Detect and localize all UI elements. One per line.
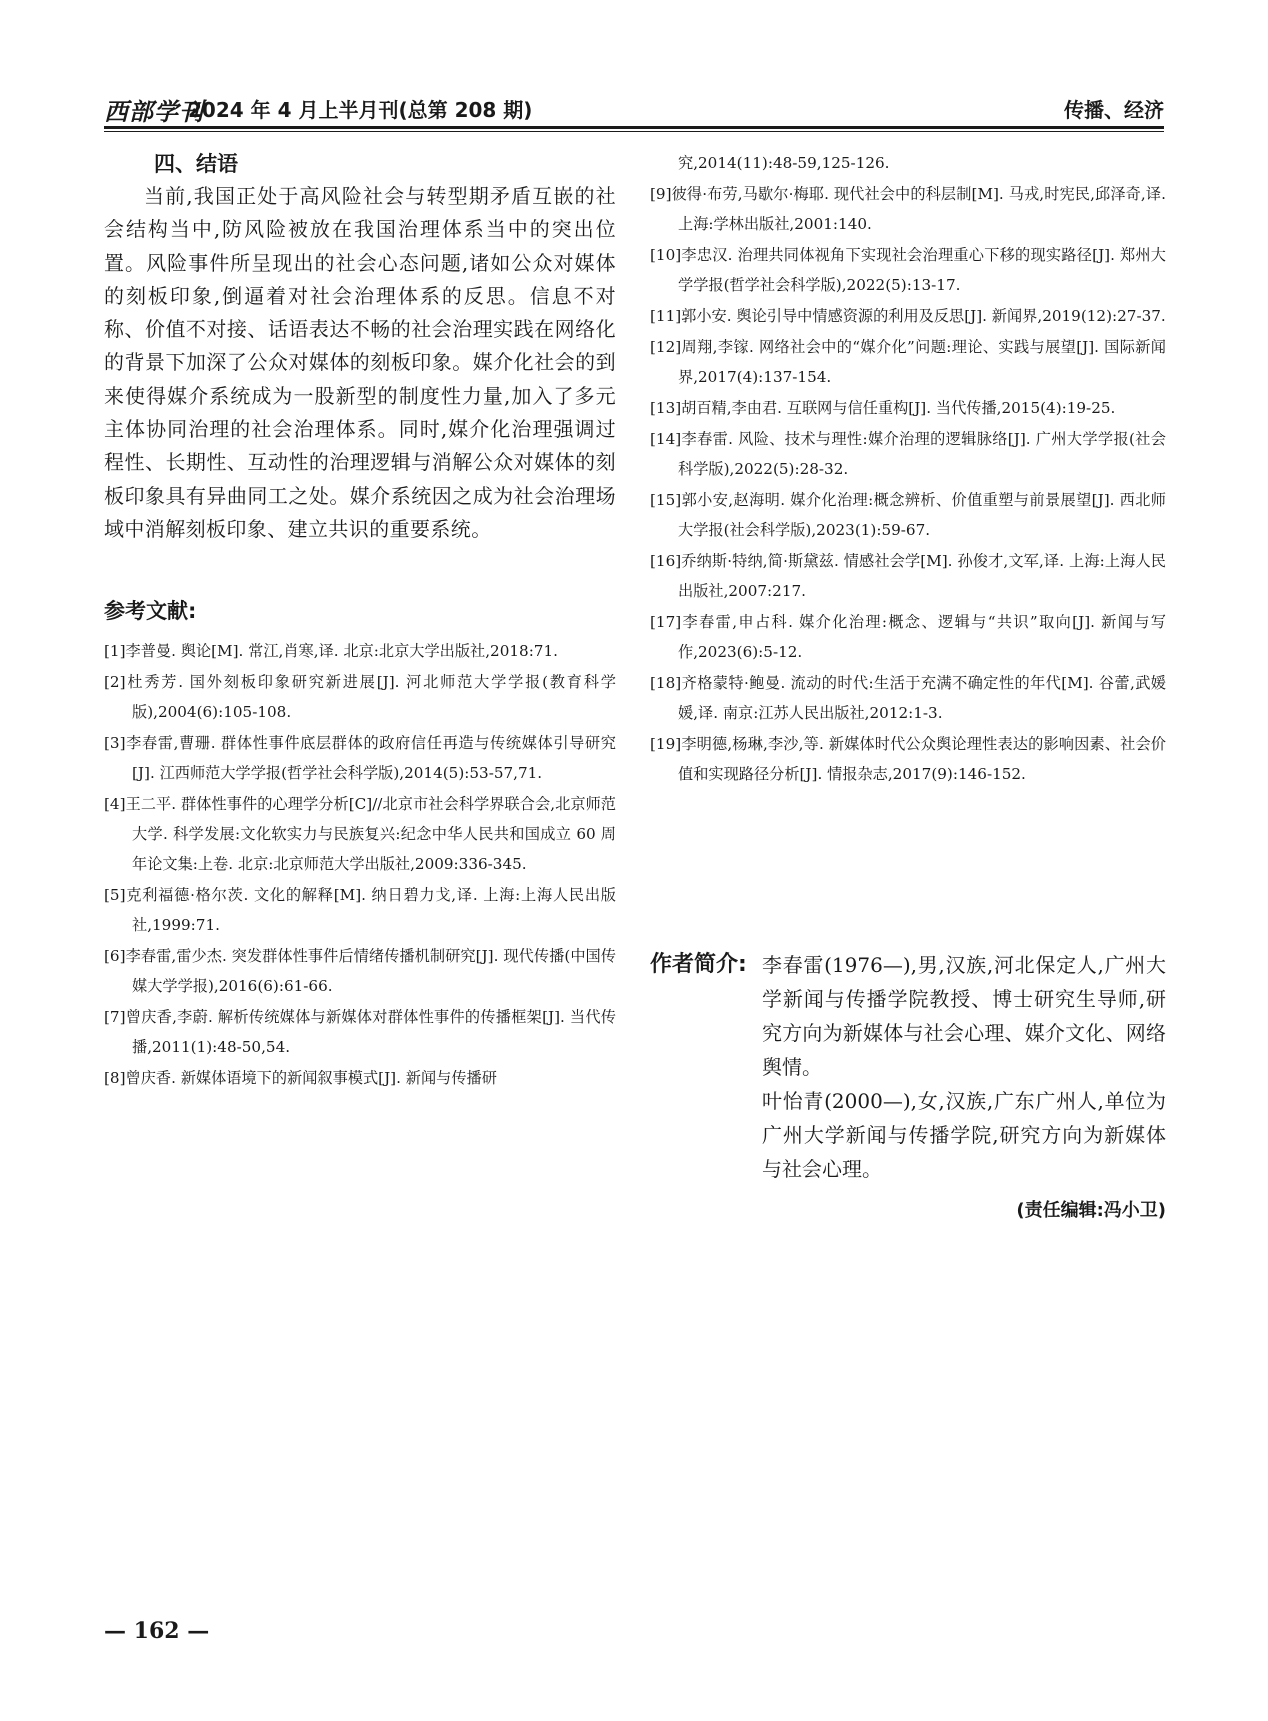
- reference-item: [15]郭小安,赵海明. 媒介化治理:概念辨析、价值重塑与前景展望[J]. 西北师大学报(社会科学版),2023(1):59-67.: [650, 491, 1166, 539]
- reference-item: [10]李忠汉. 治理共同体视角下实现社会治理重心下移的现实路径[J]. 郑州大学学报(哲学社会科学版),2022(5):13-17.: [650, 246, 1166, 294]
- author-bios: [762, 948, 1166, 1186]
- reference-item: [11]郭小安. 舆论引导中情感资源的利用及反思[J]. 新闻界,2019(12):27-37.: [650, 307, 1166, 325]
- reference-item: [13]胡百精,李由君. 互联网与信任重构[J]. 当代传播,2015(4):19-25.: [650, 399, 1116, 417]
- reference-item: [7]曾庆香,李蔚. 解析传统媒体与新媒体对群体性事件的传播框架[J]. 当代传播,2011(1):48-50,54.: [104, 1008, 616, 1057]
- reference-item: [8]曾庆香. 新媒体语境下的新闻叙事模式[J]. 新闻与传播研: [104, 1069, 497, 1088]
- references-title: 参考文献:: [104, 599, 197, 624]
- author-bio-1: 李春雷(1976—),男,汉族,河北保定人,广州大学新闻与传播学院教授、博士研究生导师,研究方向为新媒体与社会心理、媒介文化、网络舆情。: [762, 953, 1166, 1079]
- page-number: — 162 —: [104, 1618, 210, 1644]
- page-header: [104, 88, 1164, 128]
- reference-item: [16]乔纳斯·特纳,简·斯黛兹. 情感社会学[M]. 孙俊才,文军,译. 上海:上海人民出版社,2007:217.: [650, 552, 1166, 600]
- right-column: [650, 148, 1166, 790]
- conclusion-paragraph: 当前,我国正处于高风险社会与转型期矛盾互嵌的社会结构当中,防风险被放在我国治理体系当中的突出位置。风险事件所呈现出的社会心态问题,诸如公众对媒体的刻板印象,倒逼着对社会治理体系的反思。信息不对称、价值不对接、话语表达不畅的社会治理实践在网络化的背景下加深了公众对媒体的刻板印象。媒介化社会的到来使得媒介系统成为一股新型的制度性力量,加入了多元主体协同治理的社会治理体系。同时,媒介化治理强调过程性、长期性、互动性的治理逻辑与消解公众对媒体的刻板印象具有异曲同工之处。媒介系统因之成为社会治理场域中消解刻板印象、建立共识的重要系统。: [104, 184, 616, 541]
- author-label: 作者简介:: [650, 952, 747, 977]
- section-label: 传播、经济: [1064, 98, 1164, 122]
- reference-item: [6]李春雷,雷少杰. 突发群体性事件后情绪传播机制研究[J]. 现代传播(中国传媒大学学报),2016(6):61-66.: [104, 947, 616, 996]
- conclusion-heading: 四、结语: [154, 152, 238, 176]
- reference-item: [4]王二平. 群体性事件的心理学分析[C]//北京市社会科学界联合会,北京师范大学. 科学发展:文化软实力与民族复兴:纪念中华人民共和国成立 60 周年论文集:上卷. 北京:北京师范大学出版社,2009:336-345.: [104, 795, 616, 874]
- header-rule-thin: [104, 131, 1164, 132]
- reference-item: [9]彼得·布劳,马歇尔·梅耶. 现代社会中的科层制[M]. 马戎,时宪民,邱泽奇,译. 上海:学林出版社,2001:140.: [650, 185, 1166, 233]
- reference-item: [1]李普曼. 舆论[M]. 常江,肖寒,译. 北京:北京大学出版社,2018:71.: [104, 642, 558, 661]
- reference-item: [12]周翔,李镓. 网络社会中的“媒介化”问题:理论、实践与展望[J]. 国际新闻界,2017(4):137-154.: [650, 338, 1166, 386]
- journal-logo: 西部学刊: [104, 97, 204, 126]
- reference-item: [14]李春雷. 风险、技术与理性:媒介治理的逻辑脉络[J]. 广州大学学报(社会科学版),2022(5):28-32.: [650, 430, 1166, 478]
- reference-item: [2]杜秀芳. 国外刻板印象研究新进展[J]. 河北师范大学学报(教育科学版),2004(6):105-108.: [104, 673, 616, 722]
- reference-item: [5]克利福德·格尔茨. 文化的解释[M]. 纳日碧力戈,译. 上海:上海人民出版社,1999:71.: [104, 886, 616, 935]
- reference-item: [17]李春雷,申占科. 媒介化治理:概念、逻辑与“共识”取向[J]. 新闻与写作,2023(6):5-12.: [650, 613, 1166, 661]
- reference-item: [18]齐格蒙特·鲍曼. 流动的时代:生活于充满不确定性的年代[M]. 谷蕾,武媛媛,译. 南京:江苏人民出版社,2012:1-3.: [650, 674, 1166, 722]
- author-info: [650, 948, 1166, 1221]
- author-bio-2: 叶怡青(2000—),女,汉族,广东广州人,单位为广州大学新闻与传播学院,研究方向为新媒体与社会心理。: [762, 1089, 1166, 1181]
- reference-item: [3]李春雷,曹珊. 群体性事件底层群体的政府信任再造与传统媒体引导研究[J]. 江西师范大学学报(哲学社会科学版),2014(5):53-57,71.: [104, 734, 616, 783]
- responsible-editor: (责任编辑:冯小卫): [1016, 1200, 1166, 1221]
- left-column: [104, 148, 616, 1094]
- issue-info: 2024 年 4 月上半月刊(总第 208 期): [188, 98, 533, 122]
- reference-continuation: 究,2014(11):48-59,125-126.: [678, 154, 890, 172]
- reference-item: [19]李明德,杨琳,李沙,等. 新媒体时代公众舆论理性表达的影响因素、社会价值和实现路径分析[J]. 情报杂志,2017(9):146-152.: [650, 735, 1166, 783]
- header-rule-thick: [104, 126, 1164, 129]
